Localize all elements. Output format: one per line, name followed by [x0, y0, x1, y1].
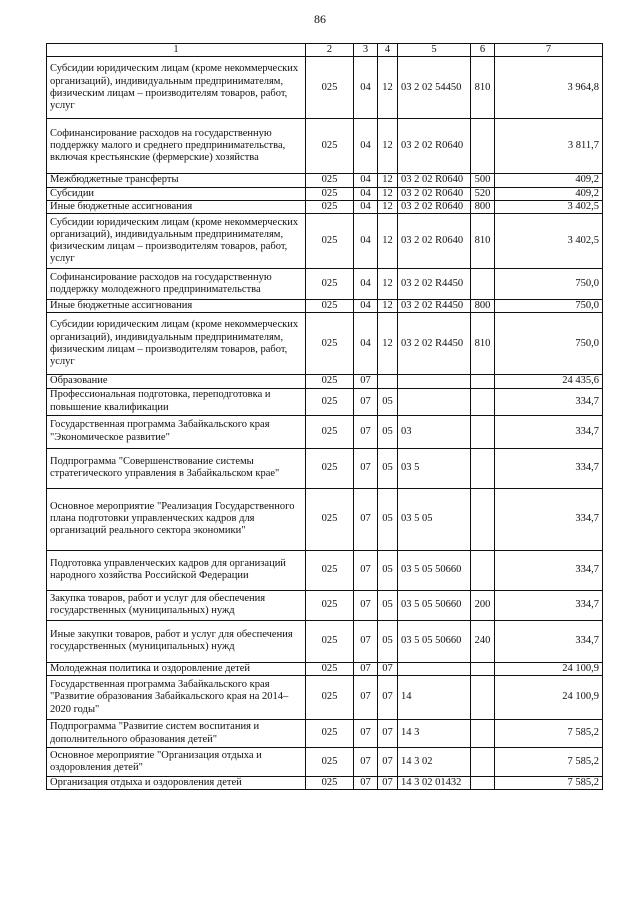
- target-code: 14 3: [398, 720, 471, 748]
- ministry-code: 025: [306, 488, 354, 550]
- ministry-code: 025: [306, 620, 354, 662]
- table-row: [47, 375, 603, 388]
- section-code: 04: [354, 300, 378, 313]
- target-code: [398, 388, 471, 415]
- amount: 334,7: [495, 488, 603, 550]
- expense-type-code: [471, 748, 495, 777]
- table-row: [47, 300, 603, 313]
- expense-type-code: 810: [471, 214, 495, 269]
- ministry-code: 025: [306, 174, 354, 187]
- subsection-code: 07: [378, 748, 398, 777]
- section-code: 04: [354, 57, 378, 119]
- amount: 24 435,6: [495, 375, 603, 388]
- subsection-code: 07: [378, 662, 398, 675]
- section-code: 07: [354, 748, 378, 777]
- target-code: 03 2 02 54450: [398, 57, 471, 119]
- expense-type-code: [471, 662, 495, 675]
- ministry-code: 025: [306, 448, 354, 488]
- ministry-code: 025: [306, 720, 354, 748]
- row-name: Субсидии юридическим лицам (кроме некоммерческих организаций), индивидуальным предпринимателям, физическим лицам – производителям товаров, работ, услуг: [47, 57, 306, 119]
- section-code: 07: [354, 662, 378, 675]
- expense-type-code: 810: [471, 313, 495, 375]
- section-code: 07: [354, 448, 378, 488]
- section-code: 07: [354, 777, 378, 790]
- ministry-code: 025: [306, 590, 354, 620]
- amount: 7 585,2: [495, 720, 603, 748]
- expense-type-code: [471, 676, 495, 720]
- table-row: [47, 720, 603, 748]
- table-row: [47, 174, 603, 187]
- subsection-code: 12: [378, 313, 398, 375]
- section-code: 07: [354, 720, 378, 748]
- target-code: 03 5 05 50660: [398, 550, 471, 590]
- row-name: Подпрограмма "Развитие систем воспитания и дополнительного образования детей": [47, 720, 306, 748]
- subsection-code: 05: [378, 550, 398, 590]
- section-code: 07: [354, 415, 378, 448]
- amount: 3 811,7: [495, 119, 603, 174]
- section-code: 04: [354, 313, 378, 375]
- section-code: 04: [354, 214, 378, 269]
- table-row: [47, 550, 603, 590]
- ministry-code: 025: [306, 415, 354, 448]
- target-code: 14 3 02 01432: [398, 777, 471, 790]
- section-code: 04: [354, 187, 378, 200]
- subsection-code: 05: [378, 590, 398, 620]
- column-header: 4: [378, 44, 398, 57]
- column-header: 1: [47, 44, 306, 57]
- expense-type-code: [471, 388, 495, 415]
- target-code: 03 2 02 R0640: [398, 187, 471, 200]
- subsection-code: 12: [378, 269, 398, 300]
- amount: 409,2: [495, 187, 603, 200]
- subsection-code: 12: [378, 187, 398, 200]
- section-code: 04: [354, 269, 378, 300]
- table-row: [47, 119, 603, 174]
- section-code: 04: [354, 200, 378, 213]
- column-header: 7: [495, 44, 603, 57]
- table-row: [47, 214, 603, 269]
- expense-type-code: [471, 119, 495, 174]
- expense-type-code: 200: [471, 590, 495, 620]
- row-name: Организация отдыха и оздоровления детей: [47, 777, 306, 790]
- table-row: [47, 187, 603, 200]
- row-name: Субсидии: [47, 187, 306, 200]
- target-code: 03 2 02 R4450: [398, 269, 471, 300]
- subsection-code: 12: [378, 57, 398, 119]
- row-name: Софинансирование расходов на государственную поддержку малого и среднего предпринимательства, включая крестьянские (фермерские) хозяйства: [47, 119, 306, 174]
- amount: 3 402,5: [495, 214, 603, 269]
- table-row: [47, 415, 603, 448]
- amount: 24 100,9: [495, 676, 603, 720]
- row-name: Софинансирование расходов на государственную поддержку молодежного предпринимательства: [47, 269, 306, 300]
- table-row: [47, 777, 603, 790]
- expense-type-code: 240: [471, 620, 495, 662]
- section-code: 07: [354, 550, 378, 590]
- ministry-code: 025: [306, 187, 354, 200]
- section-code: 04: [354, 119, 378, 174]
- section-code: 07: [354, 590, 378, 620]
- column-header: 3: [354, 44, 378, 57]
- subsection-code: 12: [378, 200, 398, 213]
- row-name: Молодежная политика и оздоровление детей: [47, 662, 306, 675]
- row-name: Государственная программа Забайкальского края "Экономическое развитие": [47, 415, 306, 448]
- row-name: Иные бюджетные ассигнования: [47, 200, 306, 213]
- expense-type-code: [471, 415, 495, 448]
- row-name: Иные бюджетные ассигнования: [47, 300, 306, 313]
- ministry-code: 025: [306, 777, 354, 790]
- ministry-code: 025: [306, 57, 354, 119]
- amount: 750,0: [495, 269, 603, 300]
- row-name: Образование: [47, 375, 306, 388]
- subsection-code: 12: [378, 300, 398, 313]
- table-row: [47, 620, 603, 662]
- amount: 3 402,5: [495, 200, 603, 213]
- expense-type-code: [471, 720, 495, 748]
- subsection-code: 05: [378, 488, 398, 550]
- table-row: [47, 590, 603, 620]
- amount: 334,7: [495, 388, 603, 415]
- expense-type-code: [471, 488, 495, 550]
- amount: 334,7: [495, 448, 603, 488]
- row-name: Профессиональная подготовка, переподготовка и повышение квалификации: [47, 388, 306, 415]
- subsection-code: [378, 375, 398, 388]
- section-code: 07: [354, 676, 378, 720]
- row-name: Подготовка управленческих кадров для организаций народного хозяйства Российской Федерации: [47, 550, 306, 590]
- ministry-code: 025: [306, 269, 354, 300]
- row-name: Межбюджетные трансферты: [47, 174, 306, 187]
- column-header: 5: [398, 44, 471, 57]
- section-code: 04: [354, 174, 378, 187]
- target-code: 03 2 02 R0640: [398, 119, 471, 174]
- amount: 334,7: [495, 620, 603, 662]
- section-code: 07: [354, 488, 378, 550]
- ministry-code: 025: [306, 662, 354, 675]
- expense-type-code: 810: [471, 57, 495, 119]
- column-header: 6: [471, 44, 495, 57]
- expense-type-code: [471, 550, 495, 590]
- ministry-code: 025: [306, 550, 354, 590]
- subsection-code: 07: [378, 720, 398, 748]
- expense-type-code: [471, 448, 495, 488]
- ministry-code: 025: [306, 748, 354, 777]
- section-code: 07: [354, 375, 378, 388]
- amount: 334,7: [495, 550, 603, 590]
- subsection-code: 07: [378, 676, 398, 720]
- subsection-code: 12: [378, 214, 398, 269]
- ministry-code: 025: [306, 119, 354, 174]
- target-code: 03 2 02 R0640: [398, 214, 471, 269]
- section-code: 07: [354, 620, 378, 662]
- amount: 750,0: [495, 313, 603, 375]
- ministry-code: 025: [306, 388, 354, 415]
- row-name: Субсидии юридическим лицам (кроме некоммерческих организаций), индивидуальным предпринимателям, физическим лицам – производителям товаров, работ, услуг: [47, 214, 306, 269]
- subsection-code: 07: [378, 777, 398, 790]
- table-row: [47, 269, 603, 300]
- expense-type-code: 800: [471, 200, 495, 213]
- budget-table: [46, 43, 603, 790]
- target-code: 03 5 05: [398, 488, 471, 550]
- expense-type-code: [471, 375, 495, 388]
- column-header: 2: [306, 44, 354, 57]
- amount: 409,2: [495, 174, 603, 187]
- row-name: Субсидии юридическим лицам (кроме некоммерческих организаций), индивидуальным предпринимателям, физическим лицам – производителям товаров, работ, услуг: [47, 313, 306, 375]
- table-row: [47, 662, 603, 675]
- target-code: 14: [398, 676, 471, 720]
- target-code: [398, 662, 471, 675]
- row-name: Подпрограмма "Совершенствование системы стратегического управления в Забайкальском крае": [47, 448, 306, 488]
- table-row: [47, 676, 603, 720]
- subsection-code: 05: [378, 620, 398, 662]
- target-code: [398, 375, 471, 388]
- expense-type-code: 500: [471, 174, 495, 187]
- subsection-code: 12: [378, 119, 398, 174]
- table-row: [47, 448, 603, 488]
- amount: 24 100,9: [495, 662, 603, 675]
- ministry-code: 025: [306, 313, 354, 375]
- target-code: 03 5 05 50660: [398, 590, 471, 620]
- amount: 3 964,8: [495, 57, 603, 119]
- expense-type-code: 800: [471, 300, 495, 313]
- table-row: [47, 313, 603, 375]
- page-number: 86: [314, 12, 326, 26]
- subsection-code: 05: [378, 448, 398, 488]
- subsection-code: 12: [378, 174, 398, 187]
- amount: 334,7: [495, 590, 603, 620]
- amount: 334,7: [495, 415, 603, 448]
- table-row: [47, 488, 603, 550]
- expense-type-code: [471, 777, 495, 790]
- row-name: Основное мероприятие "Реализация Государственного плана подготовки управленческих кадров для организаций реального сектора экономики": [47, 488, 306, 550]
- target-code: 03 5 05 50660: [398, 620, 471, 662]
- row-name: Основное мероприятие "Организация отдыха и оздоровления детей": [47, 748, 306, 777]
- row-name: Государственная программа Забайкальского края "Развитие образования Забайкальского края на 2014–2020 годы": [47, 676, 306, 720]
- target-code: 03 2 02 R4450: [398, 313, 471, 375]
- ministry-code: 025: [306, 200, 354, 213]
- section-code: 07: [354, 388, 378, 415]
- ministry-code: 025: [306, 214, 354, 269]
- row-name: Закупка товаров, работ и услуг для обеспечения государственных (муниципальных) нужд: [47, 590, 306, 620]
- table-row: [47, 388, 603, 415]
- target-code: 14 3 02: [398, 748, 471, 777]
- target-code: 03 5: [398, 448, 471, 488]
- ministry-code: 025: [306, 676, 354, 720]
- row-name: Иные закупки товаров, работ и услуг для обеспечения государственных (муниципальных) нужд: [47, 620, 306, 662]
- header-row: [47, 44, 603, 57]
- target-code: 03: [398, 415, 471, 448]
- subsection-code: 05: [378, 388, 398, 415]
- table-row: [47, 748, 603, 777]
- amount: 7 585,2: [495, 777, 603, 790]
- ministry-code: 025: [306, 300, 354, 313]
- expense-type-code: 520: [471, 187, 495, 200]
- subsection-code: 05: [378, 415, 398, 448]
- amount: 750,0: [495, 300, 603, 313]
- table-row: [47, 57, 603, 119]
- amount: 7 585,2: [495, 748, 603, 777]
- target-code: 03 2 02 R4450: [398, 300, 471, 313]
- expense-type-code: [471, 269, 495, 300]
- table-row: [47, 200, 603, 213]
- target-code: 03 2 02 R0640: [398, 174, 471, 187]
- ministry-code: 025: [306, 375, 354, 388]
- target-code: 03 2 02 R0640: [398, 200, 471, 213]
